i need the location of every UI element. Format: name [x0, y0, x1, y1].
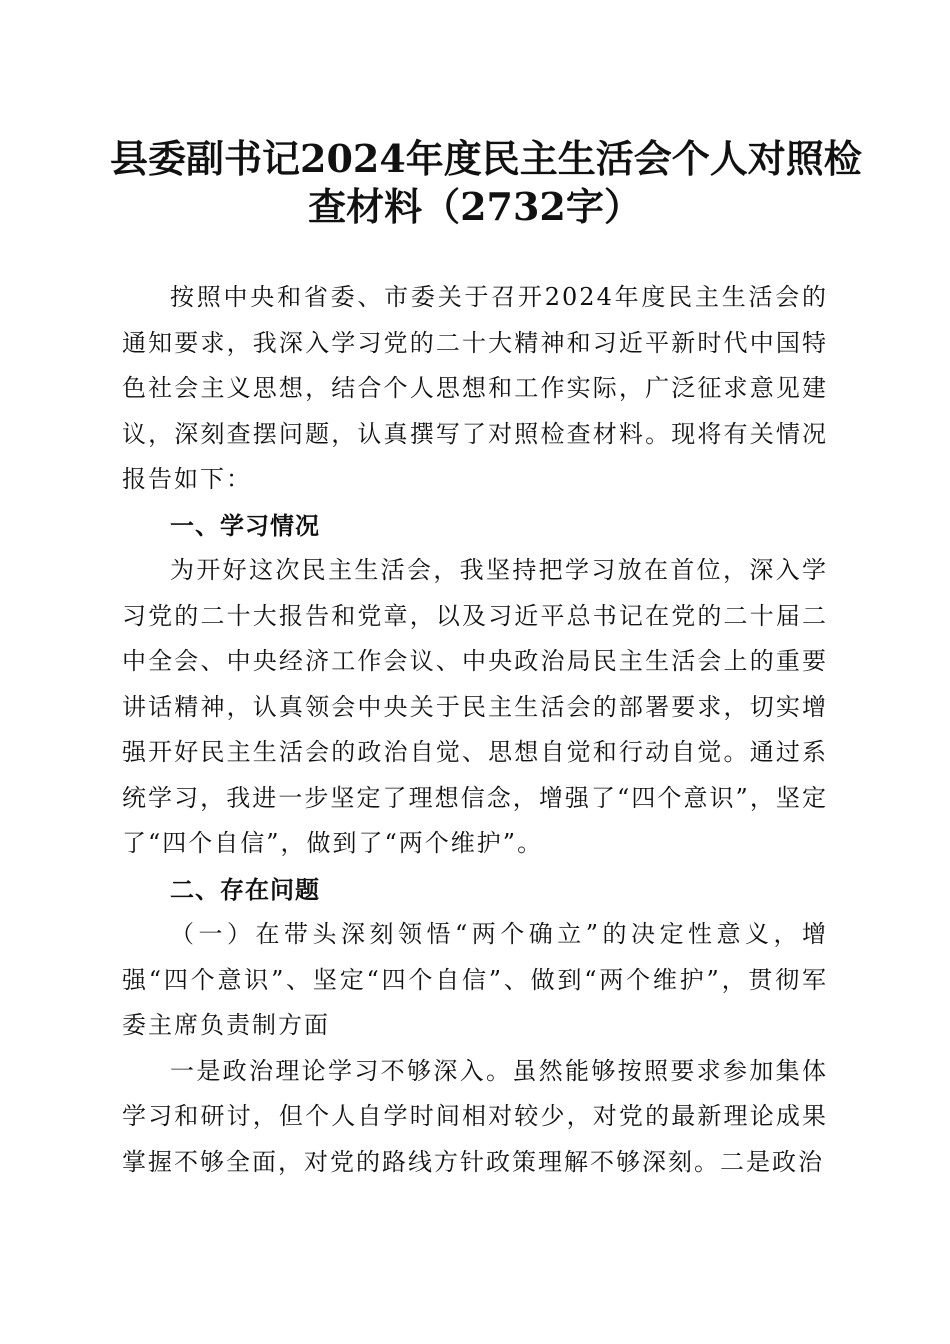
subsection-heading-1: （一）在带头深刻领悟“两个确立”的决定性意义，增强“四个意识”、坚定“四个自信”、做到“两个维护”，贯彻军委主席负责制方面	[122, 920, 828, 1039]
section-heading-study: 一、学习情况	[170, 510, 320, 540]
title-line-1: 县委副书记2024年度民主生活会个人对照检	[110, 136, 862, 181]
intro-paragraph: 按照中央和省委、市委关于召开2024年度民主生活会的通知要求，我深入学习党的二十大精神和习近平新时代中国特色社会主义思想，结合个人思想和工作实际，广泛征求意见建议，深刻查摆问题，认真撰写了对照检查材料。现将有关情况报告如下：	[122, 283, 828, 493]
document-title	[110, 135, 862, 231]
study-paragraph: 为开好这次民主生活会，我坚持把学习放在首位，深入学习党的二十大报告和党章，以及习近平总书记在党的二十届二中全会、中央经济工作会议、中央政治局民主生活会上的重要讲话精神，认真领会中央关于民主生活会的部署要求，切实增强开好民主生活会的政治自觉、思想自觉和行动自觉。通过系统学习，我进一步坚定了理想信念，增强了“四个意识”，坚定了“四个自信”，做到了“两个维护”。	[122, 556, 828, 857]
title-line-2: 查材料（2732字）	[308, 184, 642, 229]
document-body	[122, 275, 828, 1185]
section-heading-problems: 二、存在问题	[170, 874, 320, 904]
problems-paragraph: 一是政治理论学习不够深入。虽然能够按照要求参加集体学习和研讨，但个人自学时间相对较少，对党的最新理论成果掌握不够全面，对党的路线方针政策理解不够深刻。二是政治	[122, 1056, 828, 1176]
